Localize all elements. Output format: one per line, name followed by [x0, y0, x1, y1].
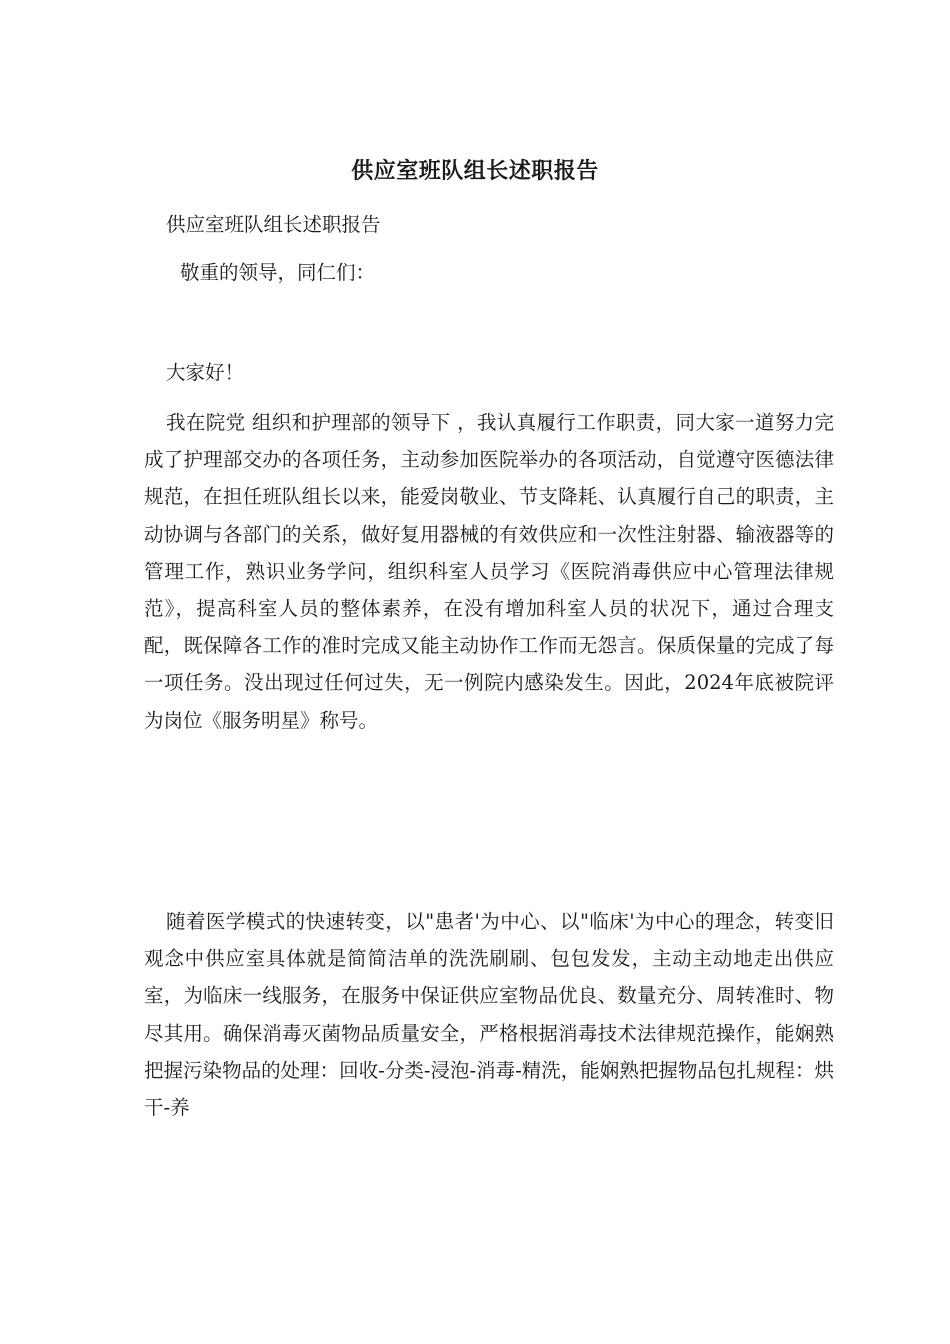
body-paragraph: 我在院党 组织和护理部的领导下 ，我认真履行工作职责，同大家一道努力完成了护理部交办的各项任务，主动参加医院举办的各项活动，自觉遵守医德法律规范，在担任班队组长以来，能爱岗敬业、节支降耗、认真履行自己的职责，主动协调与各部门的关系，做好复用器械的有效供应和一次性注射器、输液器等的管理工作，熟识业务学问，组织科室人员学习《医院消毒供应中心管理法律规范》，提高科室人员的整体素养，在没有增加科室人员的状况下，通过合理支配，既保障各工作的准时完成又能主动协作工作而无怨言。保质保量的完成了每一项任务。没出现过任何过失，无一例院内感染发生。因此，2024年底被院评为岗位《服务明星》称号。	[144, 411, 834, 732]
body-paragraph: 随着医学模式的快速转变，以"患者'为中心、以"临床'为中心的理念，转变旧观念中供应室具体就是简简洁单的洗洗刷刷、包包发发，主动主动地走出供应室，为临床一线服务，在服务中保证供应室物品优良、数量充分、周转准时、物尽其用。确保消毒灭菌物品质量安全，严格根据消毒技术法律规范操作，能娴熟把握污染物品的处理：回收-分类-浸泡-消毒-精洗，能娴熟把握物品包扎规程：烘干-养	[144, 910, 834, 1120]
document-subtitle: 供应室班队组长述职报告	[166, 213, 381, 236]
salutation-line: 敬重的领导，同仁们：	[180, 261, 376, 284]
greeting-line: 大家好！	[166, 361, 245, 384]
document-title: 供应室班队组长述职报告	[351, 158, 599, 184]
